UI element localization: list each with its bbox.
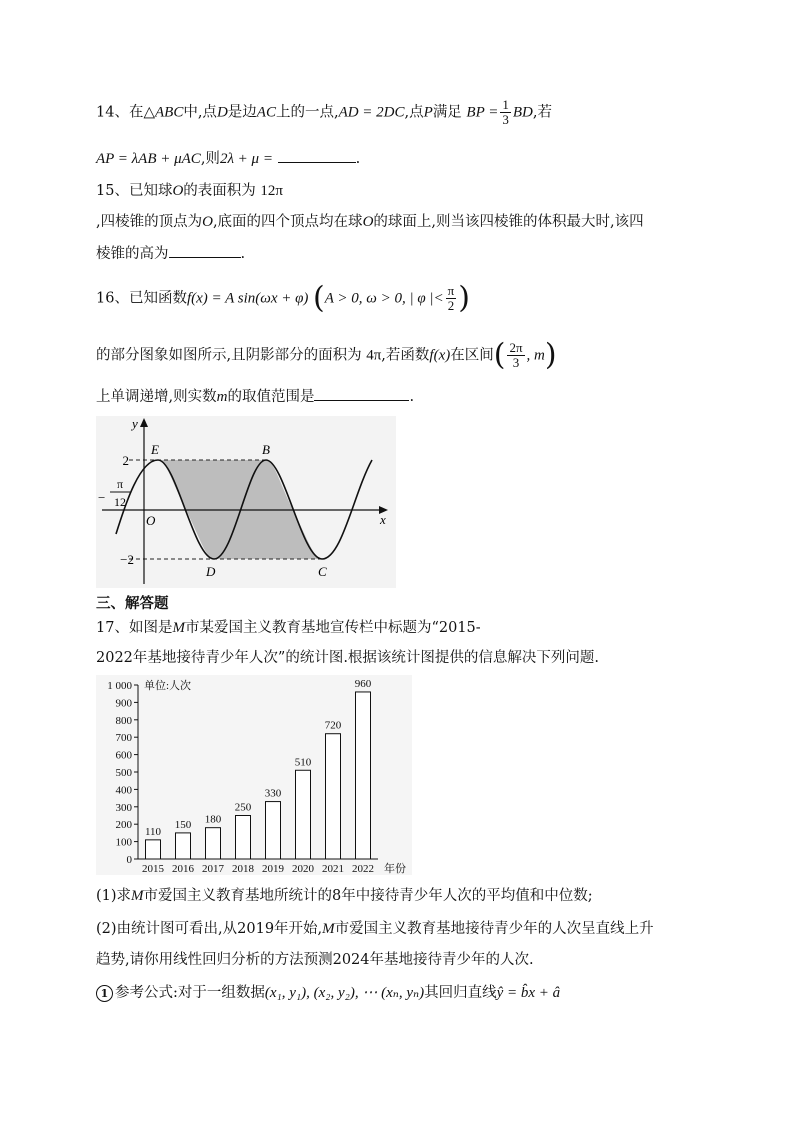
y-tick-label: 200: [115, 819, 132, 832]
q15-line2: [96, 212, 644, 232]
q17-text-b: 市某爱国主义教育基地宣传栏中标题为“2015-: [184, 620, 481, 636]
x-tick-label: 2015: [142, 863, 164, 875]
point-c-label: C: [318, 564, 327, 579]
q15-text-a: 已知球: [128, 183, 173, 199]
q14-frac-num: 1: [502, 97, 509, 112]
q16-int-right: ): [544, 337, 557, 373]
q16-cond-num: π: [447, 283, 455, 298]
x-tick-label: 2022: [352, 863, 374, 875]
q14-answer-blank[interactable]: [278, 148, 356, 163]
point-e-label: E: [151, 442, 159, 457]
q16-func: f(x) = A sin(ωx + φ): [186, 290, 309, 307]
q14-text-d: 上的一点,: [275, 104, 339, 121]
q14-eq3: AP = λAB + μAC: [96, 151, 201, 167]
bar: [356, 692, 371, 859]
q16-line1: [96, 280, 470, 316]
bar-value-label: 150: [174, 818, 192, 831]
y-tick-label: 100: [115, 836, 132, 849]
q16-text-a: 已知函数: [128, 290, 187, 307]
y-tick-label: 300: [115, 801, 132, 814]
bar: [326, 734, 341, 859]
q17-p2-a: (2)由统计图可看出,从2019年开始,: [96, 921, 323, 937]
q17-p1-b: 市爱国主义教育基地所统计的8年中接待青少年人次的平均值和中位数;: [143, 888, 593, 904]
q14-eq2-left: BP =: [466, 104, 499, 121]
q17-line2: 2022年基地接待青少年人次”的统计图.根据该统计图提供的信息解决下列问题.: [96, 650, 600, 666]
x-tick-label: 2019: [262, 863, 284, 875]
q14-point-d: D: [216, 104, 228, 121]
x-axis-label: 年份: [384, 863, 406, 875]
y-tick-label: 900: [115, 697, 132, 710]
q14-fraction: [500, 98, 511, 127]
q16-end: .: [409, 389, 415, 405]
q15-o3: O: [362, 214, 374, 230]
q16-int-den: 3: [512, 355, 520, 370]
q17-ref-eq: ŷ = b̂x + â: [496, 985, 561, 1001]
y-axis-label: y: [132, 416, 138, 431]
q16-int-m: , m: [526, 347, 545, 364]
q14-eq4: 2λ + μ =: [219, 151, 273, 167]
q15-line1: [96, 181, 283, 201]
q16-cond-frac: [446, 284, 457, 313]
q15-text-d: ,底面的四个顶点均在球: [212, 214, 363, 230]
q15-end: .: [240, 246, 246, 262]
q16-line2: [96, 337, 557, 373]
q16-right-paren: ): [458, 280, 470, 316]
x-tick-label: 2021: [322, 863, 344, 875]
q14-frac-den: 3: [502, 112, 509, 127]
q16-text-f: 的取值范围是: [227, 389, 315, 405]
y-tick-label: 800: [115, 714, 132, 727]
x-tick-label: 2020: [292, 863, 314, 875]
q14-end: .: [355, 151, 361, 167]
y-tick-label: 500: [115, 767, 132, 779]
origin-label: O: [146, 513, 156, 528]
neg-sign: −: [98, 490, 106, 505]
bar-value-label: 720: [324, 719, 342, 732]
q16-int-left: (: [493, 337, 506, 373]
q17-p1-a: (1)求: [96, 888, 132, 904]
q17-part2: [96, 919, 654, 939]
q14-line2: [96, 148, 360, 169]
q15-text-e: 的球面上,则当该四棱锥的体积最大时,该四: [373, 214, 644, 230]
q16-int-frac: [507, 341, 524, 370]
q16-text-e: 上单调递增,则实数: [96, 389, 217, 405]
q14-line1: [96, 98, 552, 127]
q14-number: 14、: [96, 104, 129, 121]
q14-text-c: 是边: [227, 104, 257, 121]
q16-int-num: 2π: [509, 340, 523, 355]
q15-line3: [96, 243, 245, 264]
q14-text-b: 中,点: [183, 104, 217, 121]
q14-point-p: P: [423, 104, 433, 121]
y-tick-label: 600: [115, 749, 132, 762]
q17-p2-m: M: [322, 921, 335, 937]
q17-ref-b: 其回归直线: [424, 985, 497, 1001]
q16-answer-blank[interactable]: [314, 386, 409, 401]
q15-text-c: ,四棱锥的顶点为: [96, 214, 203, 230]
q17-ref-a: 参考公式:对于一组数据: [115, 985, 265, 1001]
q15-area: 12π: [260, 183, 283, 199]
y-tick-minus-2: −2: [120, 552, 134, 567]
q17-ref-data: (x₁, y₁), (x₂, y₂), ⋯ (xₙ, yₙ): [264, 985, 425, 1001]
q17-part1: [96, 886, 593, 906]
bar: [206, 828, 221, 859]
q17-text-a: 17、如图是: [96, 620, 173, 636]
x-tick-label: 2018: [232, 863, 254, 875]
y-tick-label: 700: [115, 732, 132, 745]
bar: [176, 833, 191, 859]
q15-text-b: 的表面积为: [183, 183, 256, 199]
bar-value-label: 180: [204, 813, 222, 826]
x-axis-label: x: [380, 512, 386, 527]
q15-o2: O: [202, 214, 213, 230]
y-tick-label: 0: [126, 854, 132, 866]
chart-title: 单位:人次: [144, 680, 192, 692]
bar: [236, 816, 251, 860]
q16-cond: A > 0, ω > 0, | φ |<: [324, 290, 444, 307]
x-tick-label: 2017: [202, 863, 224, 875]
sine-graph: [96, 416, 396, 588]
y-tick-2: 2: [122, 453, 129, 468]
bar: [146, 840, 161, 859]
q14-text-f: 满足: [432, 104, 462, 121]
y-tick-label: 400: [115, 784, 132, 797]
q17-line1: [96, 618, 481, 638]
q14-text-a: 在: [128, 104, 144, 121]
q17-m: M: [172, 620, 185, 636]
q14-text-e: ,点: [404, 104, 424, 121]
x-tick-label: 2016: [172, 863, 194, 875]
q17-reference: [96, 983, 560, 1003]
bar-value-label: 510: [294, 756, 312, 769]
q14-eq1: AD = 2DC: [338, 104, 405, 121]
bar-value-label: 330: [264, 787, 282, 800]
point-b-label: B: [262, 442, 270, 457]
q16-text-b: 的部分图象如图所示,且阴影部分的面积为: [96, 347, 362, 364]
q16-fx: f(x): [429, 347, 451, 364]
bar: [266, 802, 281, 859]
q16-text-d: 在区间: [450, 347, 494, 364]
bar-chart: [96, 675, 412, 875]
q14-text-h: ,则: [200, 151, 220, 167]
pi-numerator: π: [116, 477, 124, 491]
q17-part2-cont: 趋势,请你用线性回归分析的方法预测2024年基地接待青少年的人次.: [96, 952, 534, 968]
q16-number: 16、: [96, 290, 129, 307]
q15-text-f: 棱锥的高为: [96, 246, 169, 262]
q16-area: 4π: [366, 347, 382, 364]
ref-number: 1: [96, 985, 113, 1002]
q14-eq2-right: BD: [512, 104, 533, 121]
q16-left-paren: (: [313, 280, 325, 316]
point-d-label: D: [206, 564, 216, 579]
q17-p2-b: 市爱国主义教育基地接待青少年的人次呈直线上升: [334, 921, 654, 937]
q15-o: O: [172, 183, 184, 199]
q14-triangle: △ABC: [143, 104, 184, 121]
bar-value-label: 250: [234, 801, 252, 814]
q16-m: m: [216, 389, 228, 405]
bar-value-label: 110: [144, 825, 162, 838]
q16-text-c: ,若函数: [381, 347, 430, 364]
q14-text-g: ,若: [532, 104, 552, 121]
q16-line3: [96, 386, 414, 407]
q16-cond-den: 2: [447, 298, 455, 313]
bar-value-label: 960: [354, 677, 372, 690]
q15-number: 15、: [96, 183, 129, 199]
q17-p1-m: M: [131, 888, 144, 904]
y-tick-label: 1 000: [107, 680, 132, 692]
pi-denominator: 12: [114, 495, 126, 509]
q14-segment-ac: AC: [256, 104, 276, 121]
section-title: 三、解答题: [96, 596, 169, 612]
q15-answer-blank[interactable]: [169, 243, 241, 258]
bar: [296, 770, 311, 859]
